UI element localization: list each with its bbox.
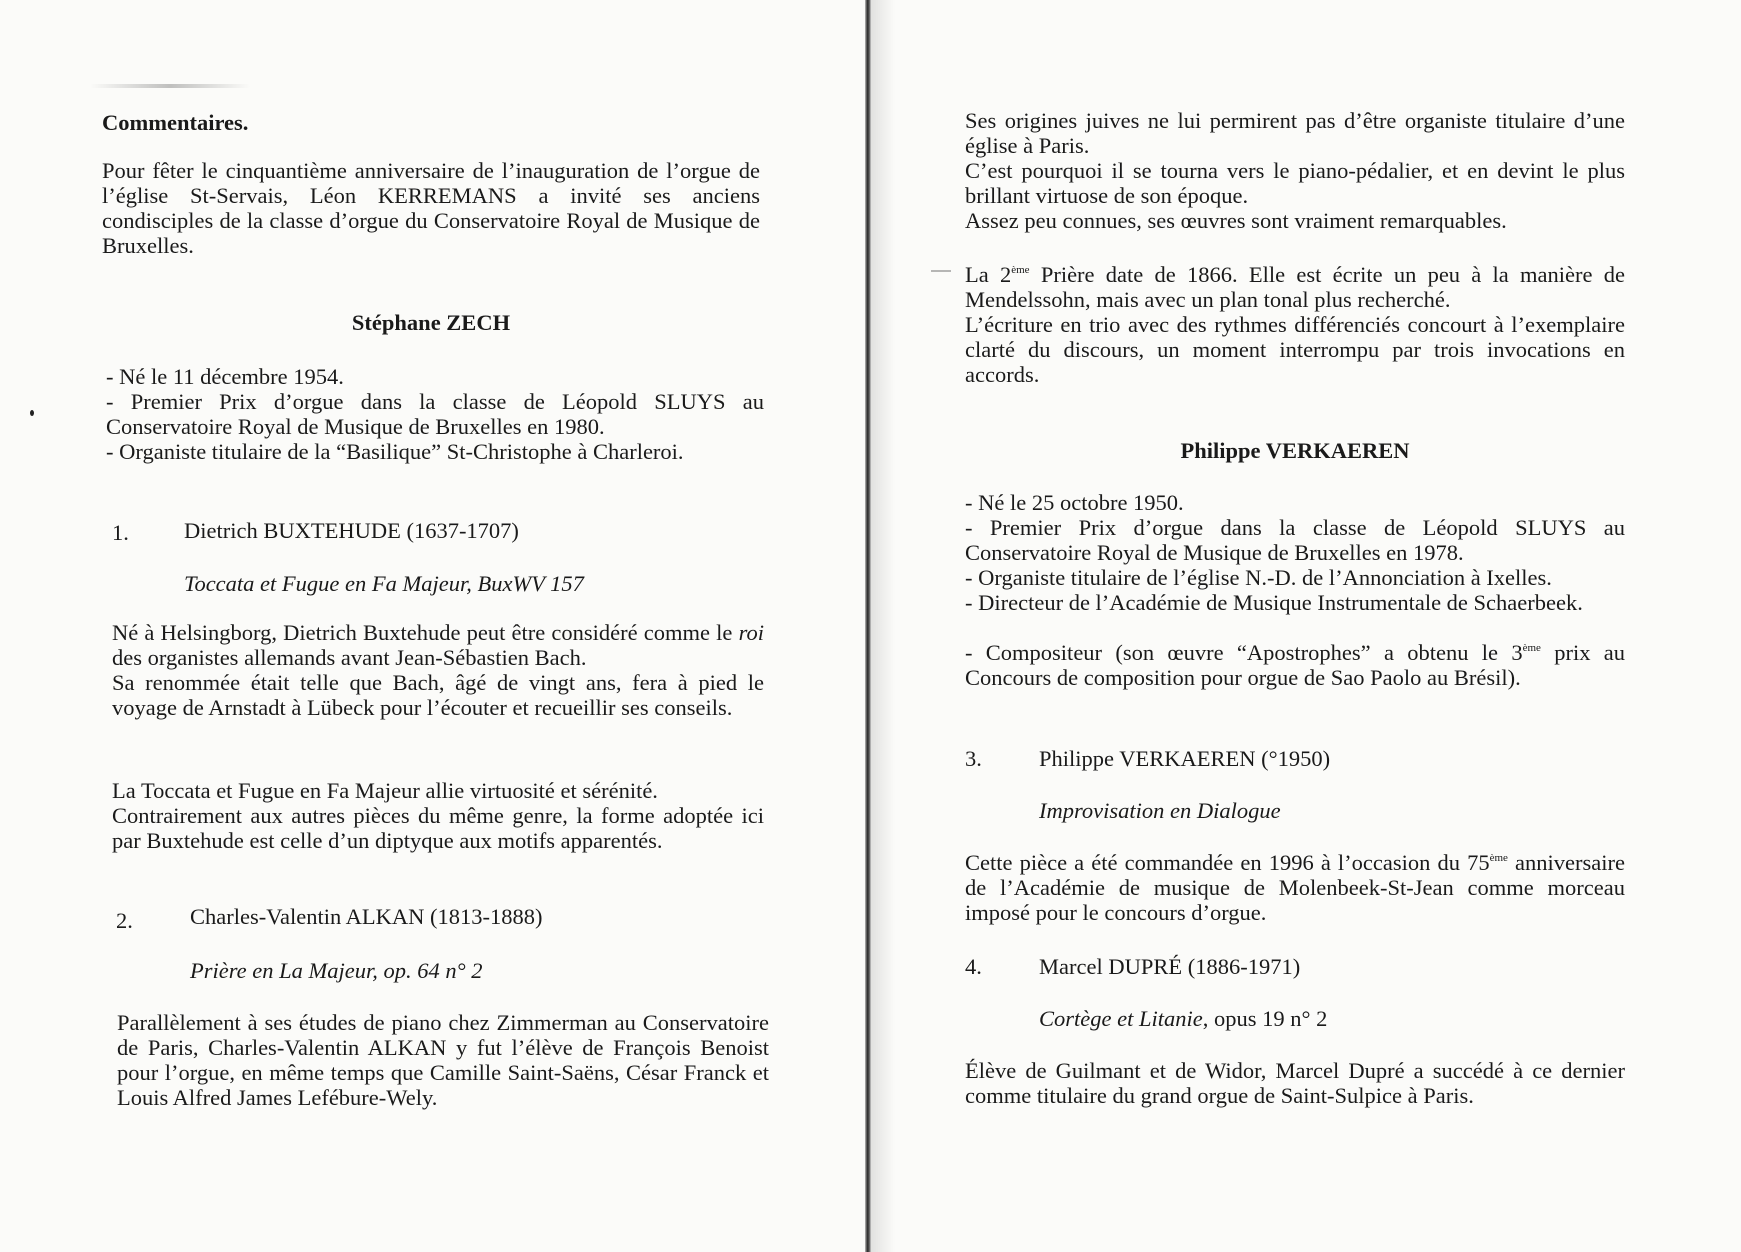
performer2-name: Philippe VERKAEREN [1180, 438, 1410, 463]
text-run: Né à Helsingborg, Dietrich Buxtehude peut être considéré comme le [112, 620, 739, 645]
bio-line: - Premier Prix d’orgue dans la classe de Léopold SLUYS au Conservatoire Royal de Musique de Bruxelles en 1978. [965, 515, 1625, 565]
bio-line: - Directeur de l’Académie de Musique Instrumentale de Schaerbeek. [965, 590, 1583, 615]
page-heading: Commentaires. [102, 110, 249, 135]
intro-paragraph: Pour fêter le cinquantième anniversaire de l’inauguration de l’orgue de l’église St-Servais, Léon KERREMANS a invité ses anciens condisciples de la classe d’orgue du Conservatoire Royal de Musique de Bruxelles. [102, 158, 760, 258]
bio-line: - Né le 11 décembre 1954. [106, 364, 344, 389]
item3-number: 3. [965, 746, 982, 771]
bio-line: - Né le 25 octobre 1950. [965, 490, 1184, 515]
item1-paragraph4: Contrairement aux autres pièces du même genre, la forme adoptée ici par Buxtehude est celle d’un diptyque aux motifs apparentés. [112, 803, 764, 853]
item1-paragraph2: Sa renommée était telle que Bach, âgé de vingt ans, fera à pied le voyage de Arnstadt à Lübeck pour l’écouter et recueillir ses conseils. [112, 670, 764, 720]
item3-paragraph [965, 850, 1625, 925]
item3-composer: Philippe VERKAEREN (°1950) [1039, 746, 1331, 771]
scan-dot [30, 410, 34, 416]
text-run: - Compositeur (son œuvre “Apostrophes” a obtenu le 3 [965, 640, 1523, 665]
item3-work-title: Improvisation en Dialogue [1039, 798, 1281, 823]
superscript: ème [1489, 852, 1508, 864]
trio-paragraph: L’écriture en trio avec des rythmes différenciés concourt à l’exemplaire clarté du discours, un moment interrompu par trois invocations en accords. [965, 312, 1625, 387]
item1-composer: Dietrich BUXTEHUDE (1637-1707) [184, 518, 519, 543]
scan-mark [931, 270, 951, 272]
alkan-continuation-3: Assez peu connues, ses œuvres sont vraiment remarquables. [965, 208, 1507, 233]
text-run: , opus 19 n° 2 [1202, 1006, 1328, 1031]
bio-line: - Premier Prix d’orgue dans la classe de Léopold SLUYS au Conservatoire Royal de Musique de Bruxelles en 1980. [106, 389, 764, 439]
item4-number: 4. [965, 954, 982, 979]
alkan-continuation-1: Ses origines juives ne lui permirent pas d’être organiste titulaire d’une église à Paris. [965, 108, 1625, 158]
left-page [0, 0, 865, 1252]
superscript: ème [1011, 264, 1030, 276]
item2-work-title: Prière en La Majeur, op. 64 n° 2 [190, 958, 483, 983]
item4-work-title [1039, 1006, 1539, 1031]
text-run: anniversaire de l’Académie de musique de Molenbeek-St-Jean comme morceau imposé pour le concours d’orgue. [965, 850, 1625, 925]
text-run: prix au Concours de composition pour orgue de Sao Paolo au Brésil). [965, 640, 1625, 690]
item1-work-title: Toccata et Fugue en Fa Majeur, BuxWV 157 [184, 571, 584, 596]
item2-number: 2. [116, 908, 133, 933]
item1-paragraph1 [112, 620, 764, 670]
text-run-italic: roi [738, 620, 764, 645]
text-run-italic: Cortège et Litanie [1039, 1006, 1203, 1031]
right-page [871, 0, 1741, 1252]
superscript: ème [1522, 642, 1541, 654]
priere-paragraph [965, 262, 1625, 312]
bio-line: - Organiste titulaire de la “Basilique” St-Christophe à Charleroi. [106, 439, 684, 464]
item4-paragraph: Élève de Guilmant et de Widor, Marcel Dupré a succédé à ce dernier comme titulaire du grand orgue de Saint-Sulpice à Paris. [965, 1058, 1625, 1108]
text-run: Cette pièce a été commandée en 1996 à l’occasion du 75 [965, 850, 1490, 875]
alkan-continuation-2: C’est pourquoi il se tourna vers le piano-pédalier, et en devint le plus brillant virtuose de son époque. [965, 158, 1625, 208]
performer1-name: Stéphane ZECH [351, 310, 511, 335]
scan-smudge [90, 84, 250, 88]
item2-paragraph1: Parallèlement à ses études de piano chez Zimmerman au Conservatoire de Paris, Charles-Valentin ALKAN y fut l’élève de François Benoist pour l’orgue, en même temps que Camille Saint-Saëns, César Franck et Louis Alfred James Lefébure-Wely. [117, 1010, 769, 1110]
text-run: des organistes allemands avant Jean-Sébastien Bach. [112, 645, 587, 670]
item1-paragraph3: La Toccata et Fugue en Fa Majeur allie virtuosité et sérénité. [112, 778, 658, 803]
text-run: Prière date de 1866. Elle est écrite un peu à la manière de Mendelssohn, mais avec un plan tonal plus recherché. [965, 262, 1625, 312]
performer1-bio [106, 364, 764, 464]
item2-composer: Charles-Valentin ALKAN (1813-1888) [190, 904, 543, 929]
item1-number: 1. [112, 520, 129, 545]
bio-line: - Organiste titulaire de l’église N.-D. de l’Annonciation à Ixelles. [965, 565, 1552, 590]
item4-composer: Marcel DUPRÉ (1886-1971) [1039, 954, 1301, 979]
text-run: La 2 [965, 262, 1012, 287]
bio-line [965, 640, 1625, 690]
